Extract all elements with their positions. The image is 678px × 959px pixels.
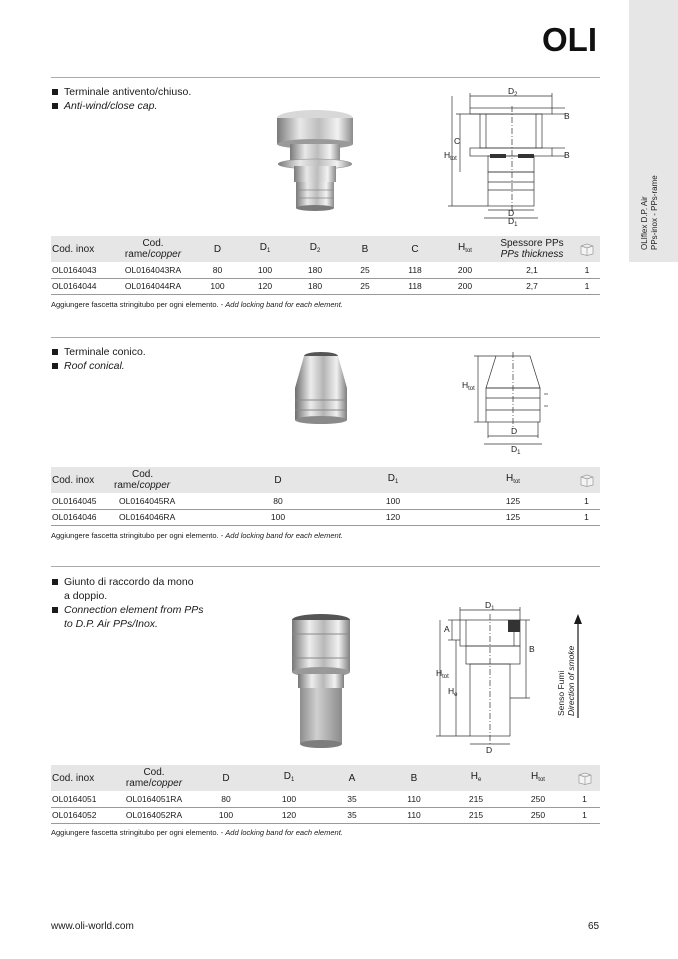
col-d1: $D_1$ (333, 467, 453, 493)
connection-element-photo (286, 610, 356, 750)
col-package (569, 765, 600, 791)
col-d: D (223, 467, 333, 493)
col-cod-inox: Cod. inox (51, 236, 111, 262)
table-row: OL0164043 OL0164043RA 80 100 180 25 118 200 2,1 1 (51, 262, 600, 278)
smoke-direction-it: Senso Fumi (556, 670, 566, 716)
bullet-icon (52, 607, 58, 613)
col-d: D (195, 236, 240, 262)
table-row: OL0164052 OL0164052RA 100 120 35 110 215 250 1 (51, 807, 600, 823)
section-2-table (51, 467, 600, 526)
svg-text:B: B (564, 111, 570, 121)
col-cod-copper: Cod. rame/copper (113, 765, 195, 791)
table-row: OL0164051 OL0164051RA 80 100 35 110 215 250 1 (51, 791, 600, 807)
col-htot: $H_{tot}$ (440, 236, 490, 262)
svg-text:D1: $D_1$ (485, 600, 495, 612)
sidebar-line-1: OLIflex D.P. Air (640, 196, 649, 250)
section-3-note: Aggiungere fascetta stringitubo per ogni elemento. - Add locking band for each element. (51, 828, 343, 837)
svg-text:D: D (511, 426, 518, 436)
col-d1: $D_1$ (257, 765, 321, 791)
package-icon (578, 772, 592, 785)
roof-conical-drawing (458, 350, 558, 460)
section-1-divider (51, 77, 600, 78)
smoke-direction-en: Direction of smoke (566, 645, 576, 716)
oli-logo (541, 22, 601, 54)
section-2-title-en: Roof conical. (64, 360, 125, 372)
svg-text:B: B (564, 150, 570, 160)
section-1-titles (51, 85, 191, 113)
bullet-icon (52, 349, 58, 355)
svg-text:D1: $D_1$ (508, 216, 518, 226)
package-icon (580, 243, 594, 256)
col-thickness: Spessore PPs PPs thickness (490, 236, 574, 262)
section-1-title-en: Anti-wind/close cap. (64, 100, 158, 112)
col-a: A (321, 765, 383, 791)
connection-element-drawing (430, 598, 590, 758)
sidebar-line-2: PPs-inox - PPs-rame (650, 175, 659, 250)
section-3-title-it: Giunto di raccordo da mono a doppio. (64, 576, 194, 602)
col-b: B (383, 765, 445, 791)
svg-text:A: A (444, 624, 450, 634)
col-htot: $H_{tot}$ (507, 765, 569, 791)
col-cod-copper: Cod. rame/copper (113, 467, 223, 493)
logo-text: OLI (542, 22, 597, 54)
anti-wind-cap-drawing (440, 86, 580, 226)
roof-conical-photo (290, 350, 352, 428)
svg-text:Htot: $H_{tot}$ (436, 668, 449, 680)
svg-text:Htot: $H_{tot}$ (462, 380, 475, 392)
svg-text:D: D (508, 208, 515, 218)
table-header-row (51, 236, 600, 262)
section-3-titles (51, 575, 203, 631)
col-d2: $D_2$ (290, 236, 340, 262)
svg-text:D2: $D_2$ (508, 86, 518, 98)
col-cod-inox: Cod. inox (51, 765, 113, 791)
table-row: OL0164045 OL0164045RA 80 100 125 1 (51, 493, 600, 509)
package-icon (580, 474, 594, 487)
section-2-title-it: Terminale conico. (64, 346, 146, 358)
sidebar-label (640, 175, 660, 250)
table-row: OL0164046 OL0164046RA 100 120 125 1 (51, 509, 600, 525)
bullet-icon (52, 103, 58, 109)
section-2-titles (51, 345, 146, 373)
col-c: C (390, 236, 440, 262)
col-d1: $D_1$ (240, 236, 290, 262)
section-1-title-it: Terminale antivento/chiuso. (64, 86, 192, 98)
col-cod-inox: Cod. inox (51, 467, 113, 493)
col-package (573, 467, 600, 493)
col-b: B (340, 236, 390, 262)
anti-wind-cap-photo (272, 104, 358, 222)
section-2-note: Aggiungere fascetta stringitubo per ogni elemento. - Add locking band for each element. (51, 531, 343, 540)
col-package (574, 236, 600, 262)
table-row: OL0164044 OL0164044RA 100 120 180 25 118 200 2,7 1 (51, 278, 600, 294)
section-1-note: Aggiungere fascetta stringitubo per ogni elemento. - Add locking band for each element. (51, 300, 343, 309)
col-d: D (195, 765, 257, 791)
svg-text:D1: $D_1$ (511, 444, 521, 456)
section-3-table (51, 765, 600, 824)
svg-text:C: C (454, 136, 461, 146)
bullet-icon (52, 579, 58, 585)
table-header-row (51, 765, 600, 791)
section-3-title-en: Connection element from PPs to D.P. Air PPs/Inox. (64, 604, 204, 630)
col-cod-copper: Cod. rame/copper (111, 236, 195, 262)
footer-url[interactable]: www.oli-world.com (51, 921, 134, 932)
section-2-divider (51, 337, 600, 338)
table-header-row (51, 467, 600, 493)
bullet-icon (52, 363, 58, 369)
section-3-divider (51, 566, 600, 567)
bullet-icon (52, 89, 58, 95)
col-htot: $H_{tot}$ (453, 467, 573, 493)
page-number: 65 (588, 921, 600, 932)
section-1-table (51, 236, 600, 295)
svg-text:D: D (486, 745, 493, 755)
col-he: $H_e$ (445, 765, 507, 791)
svg-text:He: $H_e$ (448, 686, 458, 698)
svg-text:B: B (529, 644, 535, 654)
svg-text:Htot: $H_{tot}$ (444, 150, 457, 162)
